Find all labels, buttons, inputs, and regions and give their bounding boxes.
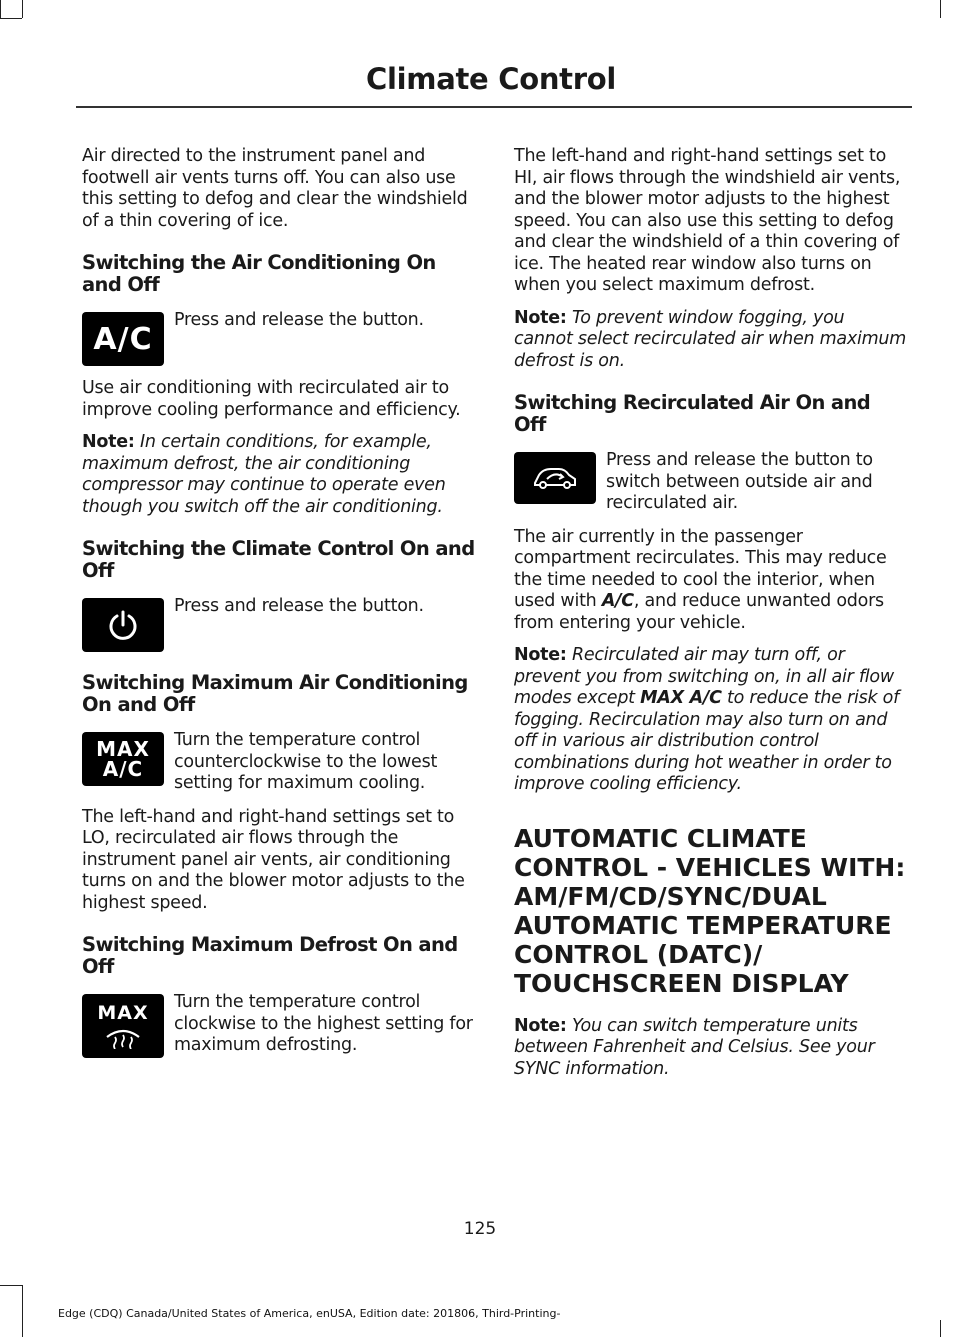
crop-mark bbox=[22, 1285, 23, 1337]
max-defrost-icon-label: MAX bbox=[97, 1002, 149, 1024]
note-label: Note: bbox=[514, 307, 567, 328]
max-defrost-body: The left-hand and right-hand settings set to HI, air flows through the windshield air vents, and the blower motor adjusts to the highest speed. You can also use this setting to defog and clear the windshield of a thin covering of ice. The heated rear window also turns on when you select maximum defrost. bbox=[514, 146, 901, 295]
recirc-body-part1: The air currently in the passenger compartment recirculates. This may reduce the time needed to cool the interior, when used with bbox=[514, 526, 887, 611]
heading-line: CONTROL - VEHICLES WITH: bbox=[514, 852, 906, 882]
recirc-note bbox=[514, 645, 908, 796]
note-text-max-ac: MAX A/C bbox=[640, 688, 722, 708]
max-defrost-instruction-row bbox=[82, 992, 476, 1058]
heading-line: AUTOMATIC CLIMATE bbox=[514, 823, 807, 853]
max-ac-button-icon bbox=[82, 732, 164, 786]
footer-edition: Edge (CDQ) Canada/United States of America, enUSA, Edition date: 201806, Third-Printing- bbox=[58, 1307, 561, 1320]
header-divider bbox=[76, 106, 912, 108]
note-text: In certain conditions, for example, maximum defrost, the air conditioning compressor may continue to operate even though you switch off the air conditioning. bbox=[82, 432, 446, 517]
crop-mark bbox=[0, 18, 22, 19]
ac-button-icon bbox=[82, 312, 164, 366]
ac-icon-label: A/C bbox=[93, 321, 153, 357]
defrost-icon bbox=[103, 1023, 143, 1049]
page-title: Climate Control bbox=[366, 62, 616, 96]
intro-paragraph: Air directed to the instrument panel and footwell air vents turns off. You can also use this setting to defog and clear the windshield of a thin covering of ice. bbox=[82, 146, 468, 231]
power-instruction: Press and release the button. bbox=[174, 596, 424, 616]
section-heading-max-defrost: Switching Maximum Defrost On and Off bbox=[82, 933, 458, 978]
heading-line: CONTROL (DATC)/ bbox=[514, 939, 763, 969]
max-defrost-button-icon bbox=[82, 994, 164, 1058]
section-heading-power: Switching the Climate Control On and Off bbox=[82, 537, 475, 582]
max-ac-body: The left-hand and right-hand settings set to LO, recirculated air flows through the instrument panel air vents, air conditioning turns on and the blower motor adjusts to the highest speed. bbox=[82, 806, 465, 913]
note-label: Note: bbox=[514, 1015, 567, 1036]
ac-note bbox=[82, 432, 476, 518]
power-button-icon bbox=[82, 598, 164, 652]
section-heading-ac: Switching the Air Conditioning On and Off bbox=[82, 251, 436, 296]
section-heading-automatic-climate bbox=[514, 824, 908, 998]
note-text: You can switch temperature units between Fahrenheit and Celsius. See your SYNC information. bbox=[514, 1015, 875, 1079]
page-number: 125 bbox=[463, 1219, 497, 1239]
crop-mark bbox=[0, 0, 1, 18]
left-column bbox=[82, 146, 476, 1070]
recirc-body-part2: , and reduce unwanted odors from entering your vehicle. bbox=[514, 591, 884, 633]
ac-instruction: Press and release the button. bbox=[174, 310, 424, 330]
note-label: Note: bbox=[82, 432, 135, 452]
max-ac-icon-line1: MAX bbox=[96, 737, 150, 761]
crop-mark bbox=[0, 1285, 22, 1286]
max-defrost-instruction: Turn the temperature control clockwise to the highest setting for maximum defrosting. bbox=[174, 992, 473, 1055]
defrost-note bbox=[514, 308, 908, 373]
note-text-part2: to reduce the risk of fogging. Recirculation may also turn on and off in various air distribution control combinations during hot weather in order to improve cooling efficiency. bbox=[514, 688, 900, 794]
max-ac-instruction: Turn the temperature control counterclockwise to the lowest setting for maximum cooling. bbox=[174, 730, 438, 793]
note-label: Note: bbox=[514, 645, 567, 665]
note-text-part1: Recirculated air may turn off, or prevent you from switching on, in all air flow modes except bbox=[514, 645, 894, 708]
heading-line: AM/FM/CD/SYNC/DUAL bbox=[514, 881, 827, 911]
crop-mark bbox=[940, 1320, 941, 1337]
recirc-body-ac: A/C bbox=[601, 591, 634, 611]
recirc-instruction: Press and release the button to switch between outside air and recirculated air. bbox=[606, 450, 873, 513]
power-instruction-row bbox=[82, 596, 476, 652]
max-ac-instruction-row bbox=[82, 730, 476, 795]
units-note bbox=[514, 1016, 908, 1081]
section-heading-max-ac: Switching Maximum Air Conditioning On and Off bbox=[82, 671, 468, 716]
heading-line: AUTOMATIC TEMPERATURE bbox=[514, 910, 892, 940]
recirculated-air-icon bbox=[514, 452, 596, 504]
ac-instruction-row bbox=[82, 310, 476, 366]
ac-body: Use air conditioning with recirculated air to improve cooling performance and efficiency. bbox=[82, 378, 461, 420]
recirc-body bbox=[514, 527, 908, 635]
crop-mark bbox=[22, 0, 23, 18]
heading-line: TOUCHSCREEN DISPLAY bbox=[514, 968, 849, 998]
right-column bbox=[514, 146, 908, 1091]
crop-mark bbox=[940, 0, 941, 18]
section-heading-recirc: Switching Recirculated Air On and Off bbox=[514, 391, 871, 436]
recirc-instruction-row bbox=[514, 450, 908, 515]
note-text: To prevent window fogging, you cannot select recirculated air when maximum defrost is on. bbox=[514, 307, 907, 371]
max-ac-icon-line2: A/C bbox=[102, 757, 144, 781]
